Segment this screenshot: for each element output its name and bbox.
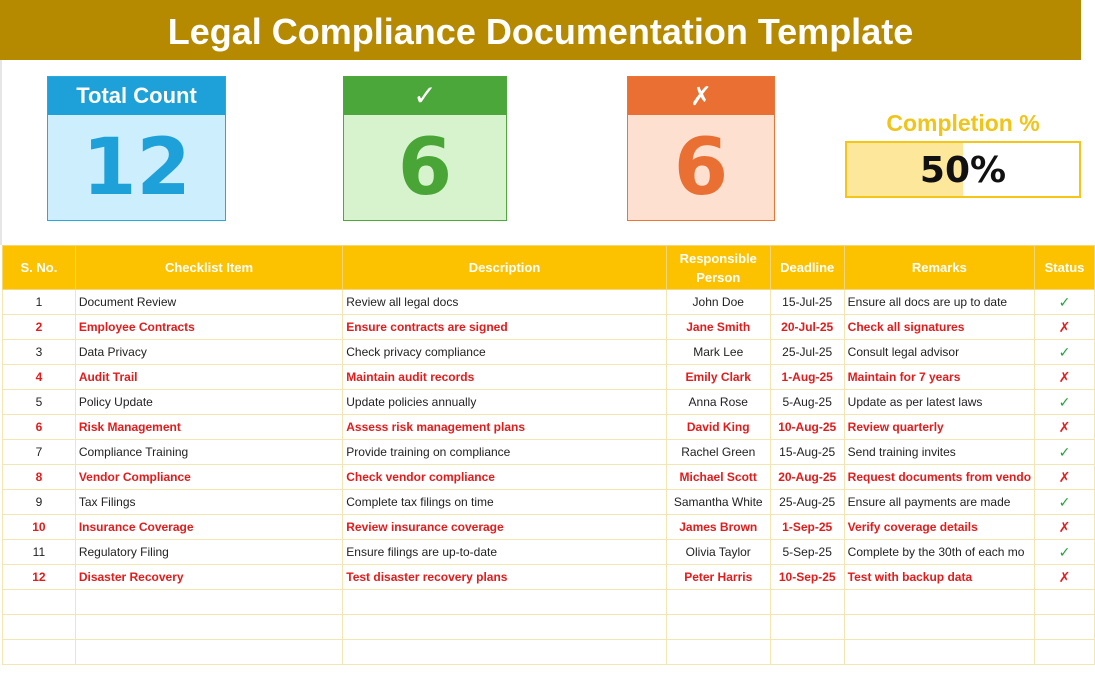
empty-row: [3, 640, 1095, 665]
sheet-edge: [0, 60, 2, 245]
header-status[interactable]: Status: [1035, 246, 1095, 290]
cell-deadline[interactable]: 10-Aug-25: [770, 415, 844, 440]
table-row: [3, 340, 1095, 365]
cell-sno[interactable]: 2: [3, 315, 76, 340]
cell-responsible-person[interactable]: Samantha White: [666, 490, 770, 515]
cell-checklist-item[interactable]: Regulatory Filing: [75, 540, 342, 565]
cell-status[interactable]: ✗: [1035, 365, 1095, 390]
cell-deadline[interactable]: 20-Aug-25: [770, 465, 844, 490]
table-row: [3, 540, 1095, 565]
total-count-value: 12: [82, 123, 191, 213]
table-row: [3, 290, 1095, 315]
empty-row: [3, 590, 1095, 615]
cell-description[interactable]: Maintain audit records: [343, 365, 666, 390]
cell-sno[interactable]: 5: [3, 390, 76, 415]
cell-deadline[interactable]: 15-Aug-25: [770, 440, 844, 465]
cell-responsible-person[interactable]: James Brown: [666, 515, 770, 540]
table-row: [3, 465, 1095, 490]
empty-cell[interactable]: [844, 590, 1034, 615]
completed-count-value: 6: [397, 123, 453, 213]
cell-checklist-item[interactable]: Employee Contracts: [75, 315, 342, 340]
total-count-label: Total Count: [48, 77, 225, 115]
page-title: Legal Compliance Documentation Template: [0, 0, 1081, 60]
cell-sno[interactable]: 4: [3, 365, 76, 390]
empty-cell[interactable]: [343, 640, 666, 665]
cell-responsible-person[interactable]: Emily Clark: [666, 365, 770, 390]
cell-responsible-person[interactable]: John Doe: [666, 290, 770, 315]
total-count-card: [47, 76, 226, 221]
pending-count-value: 6: [673, 123, 729, 213]
header-deadline[interactable]: Deadline: [770, 246, 844, 290]
cell-deadline[interactable]: 5-Sep-25: [770, 540, 844, 565]
cell-description[interactable]: Provide training on compliance: [343, 440, 666, 465]
empty-cell[interactable]: [75, 590, 342, 615]
checklist-table: [2, 245, 1095, 665]
cell-checklist-item[interactable]: Insurance Coverage: [75, 515, 342, 540]
cell-description[interactable]: Assess risk management plans: [343, 415, 666, 440]
header-remarks[interactable]: Remarks: [844, 246, 1034, 290]
cell-status[interactable]: ✗: [1035, 515, 1095, 540]
cell-sno[interactable]: 11: [3, 540, 76, 565]
table-row: [3, 490, 1095, 515]
cell-responsible-person[interactable]: Mark Lee: [666, 340, 770, 365]
table-row: [3, 440, 1095, 465]
pending-count-card: [627, 76, 775, 221]
empty-cell[interactable]: [75, 615, 342, 640]
cell-sno[interactable]: 8: [3, 465, 76, 490]
empty-cell[interactable]: [343, 590, 666, 615]
table-row: [3, 565, 1095, 590]
header-checklist-item[interactable]: Checklist Item: [75, 246, 342, 290]
cell-sno[interactable]: 6: [3, 415, 76, 440]
cell-checklist-item[interactable]: Vendor Compliance: [75, 465, 342, 490]
empty-cell[interactable]: [1035, 590, 1095, 615]
cell-remarks[interactable]: Consult legal advisor: [844, 340, 1034, 365]
cell-description[interactable]: Review insurance coverage: [343, 515, 666, 540]
cell-remarks[interactable]: Send training invites: [844, 440, 1034, 465]
cell-status[interactable]: ✓: [1035, 290, 1095, 315]
empty-cell[interactable]: [3, 640, 76, 665]
cell-responsible-person[interactable]: Peter Harris: [666, 565, 770, 590]
cross-icon: ✗: [628, 77, 774, 115]
empty-cell[interactable]: [770, 590, 844, 615]
empty-cell[interactable]: [770, 640, 844, 665]
cell-remarks[interactable]: Review quarterly: [844, 415, 1034, 440]
cell-checklist-item[interactable]: Policy Update: [75, 390, 342, 415]
empty-cell[interactable]: [666, 640, 770, 665]
cell-responsible-person[interactable]: Olivia Taylor: [666, 540, 770, 565]
empty-cell[interactable]: [1035, 615, 1095, 640]
cell-sno[interactable]: 3: [3, 340, 76, 365]
completion-percent: 50%: [919, 150, 1007, 191]
cell-status[interactable]: ✗: [1035, 415, 1095, 440]
cell-remarks[interactable]: Complete by the 30th of each mo: [844, 540, 1034, 565]
cell-status[interactable]: ✓: [1035, 440, 1095, 465]
table-row: [3, 415, 1095, 440]
cell-remarks[interactable]: Test with backup data: [844, 565, 1034, 590]
completion-progress-bar: [845, 141, 1081, 198]
empty-cell[interactable]: [666, 615, 770, 640]
cell-description[interactable]: Complete tax filings on time: [343, 490, 666, 515]
completed-count-card: [343, 76, 507, 221]
empty-cell[interactable]: [343, 615, 666, 640]
cell-status[interactable]: ✗: [1035, 565, 1095, 590]
cell-checklist-item[interactable]: Tax Filings: [75, 490, 342, 515]
cell-remarks[interactable]: Ensure all payments are made: [844, 490, 1034, 515]
cell-deadline[interactable]: 15-Jul-25: [770, 290, 844, 315]
empty-cell[interactable]: [666, 590, 770, 615]
empty-cell[interactable]: [75, 640, 342, 665]
cell-deadline[interactable]: 25-Aug-25: [770, 490, 844, 515]
cell-responsible-person[interactable]: Rachel Green: [666, 440, 770, 465]
header-sno[interactable]: S. No.: [3, 246, 76, 290]
cell-checklist-item[interactable]: Disaster Recovery: [75, 565, 342, 590]
empty-row: [3, 615, 1095, 640]
cell-deadline[interactable]: 1-Aug-25: [770, 365, 844, 390]
cell-remarks[interactable]: Update as per latest laws: [844, 390, 1034, 415]
cell-responsible-person[interactable]: Jane Smith: [666, 315, 770, 340]
cell-remarks[interactable]: Verify coverage details: [844, 515, 1034, 540]
cell-remarks[interactable]: Ensure all docs are up to date: [844, 290, 1034, 315]
cell-description[interactable]: Check privacy compliance: [343, 340, 666, 365]
empty-cell[interactable]: [844, 640, 1034, 665]
empty-cell[interactable]: [1035, 640, 1095, 665]
cell-remarks[interactable]: Check all signatures: [844, 315, 1034, 340]
completion-label: Completion %: [886, 110, 1040, 136]
cell-remarks[interactable]: Request documents from vendo: [844, 465, 1034, 490]
cell-deadline[interactable]: 20-Jul-25: [770, 315, 844, 340]
header-responsible-person[interactable]: Responsible Person: [666, 246, 770, 290]
table-row: [3, 390, 1095, 415]
cell-description[interactable]: Check vendor compliance: [343, 465, 666, 490]
cell-sno[interactable]: 7: [3, 440, 76, 465]
check-icon: ✓: [344, 77, 506, 115]
table-row: [3, 515, 1095, 540]
cell-description[interactable]: Review all legal docs: [343, 290, 666, 315]
cell-sno[interactable]: 12: [3, 565, 76, 590]
cell-checklist-item[interactable]: Compliance Training: [75, 440, 342, 465]
cell-responsible-person[interactable]: David King: [666, 415, 770, 440]
empty-cell[interactable]: [3, 590, 76, 615]
empty-cell[interactable]: [3, 615, 76, 640]
cell-deadline[interactable]: 1-Sep-25: [770, 515, 844, 540]
table-row: [3, 365, 1095, 390]
cell-sno[interactable]: 10: [3, 515, 76, 540]
cell-remarks[interactable]: Maintain for 7 years: [844, 365, 1034, 390]
cell-status[interactable]: ✓: [1035, 540, 1095, 565]
cell-deadline[interactable]: 25-Jul-25: [770, 340, 844, 365]
cell-checklist-item[interactable]: Data Privacy: [75, 340, 342, 365]
cell-status[interactable]: ✗: [1035, 315, 1095, 340]
cell-description[interactable]: Test disaster recovery plans: [343, 565, 666, 590]
cell-description[interactable]: Update policies annually: [343, 390, 666, 415]
empty-cell[interactable]: [844, 615, 1034, 640]
cell-description[interactable]: Ensure contracts are signed: [343, 315, 666, 340]
cell-responsible-person[interactable]: Anna Rose: [666, 390, 770, 415]
cell-status[interactable]: ✗: [1035, 465, 1095, 490]
cell-deadline[interactable]: 10-Sep-25: [770, 565, 844, 590]
cell-checklist-item[interactable]: Document Review: [75, 290, 342, 315]
cell-responsible-person[interactable]: Michael Scott: [666, 465, 770, 490]
cell-status[interactable]: ✓: [1035, 340, 1095, 365]
header-description[interactable]: Description: [343, 246, 666, 290]
cell-status[interactable]: ✓: [1035, 390, 1095, 415]
cell-checklist-item[interactable]: Audit Trail: [75, 365, 342, 390]
cell-deadline[interactable]: 5-Aug-25: [770, 390, 844, 415]
cell-sno[interactable]: 9: [3, 490, 76, 515]
table-row: [3, 315, 1095, 340]
cell-description[interactable]: Ensure filings are up-to-date: [343, 540, 666, 565]
empty-cell[interactable]: [770, 615, 844, 640]
cell-status[interactable]: ✓: [1035, 490, 1095, 515]
cell-sno[interactable]: 1: [3, 290, 76, 315]
cell-checklist-item[interactable]: Risk Management: [75, 415, 342, 440]
table-header-row: [3, 246, 1095, 290]
